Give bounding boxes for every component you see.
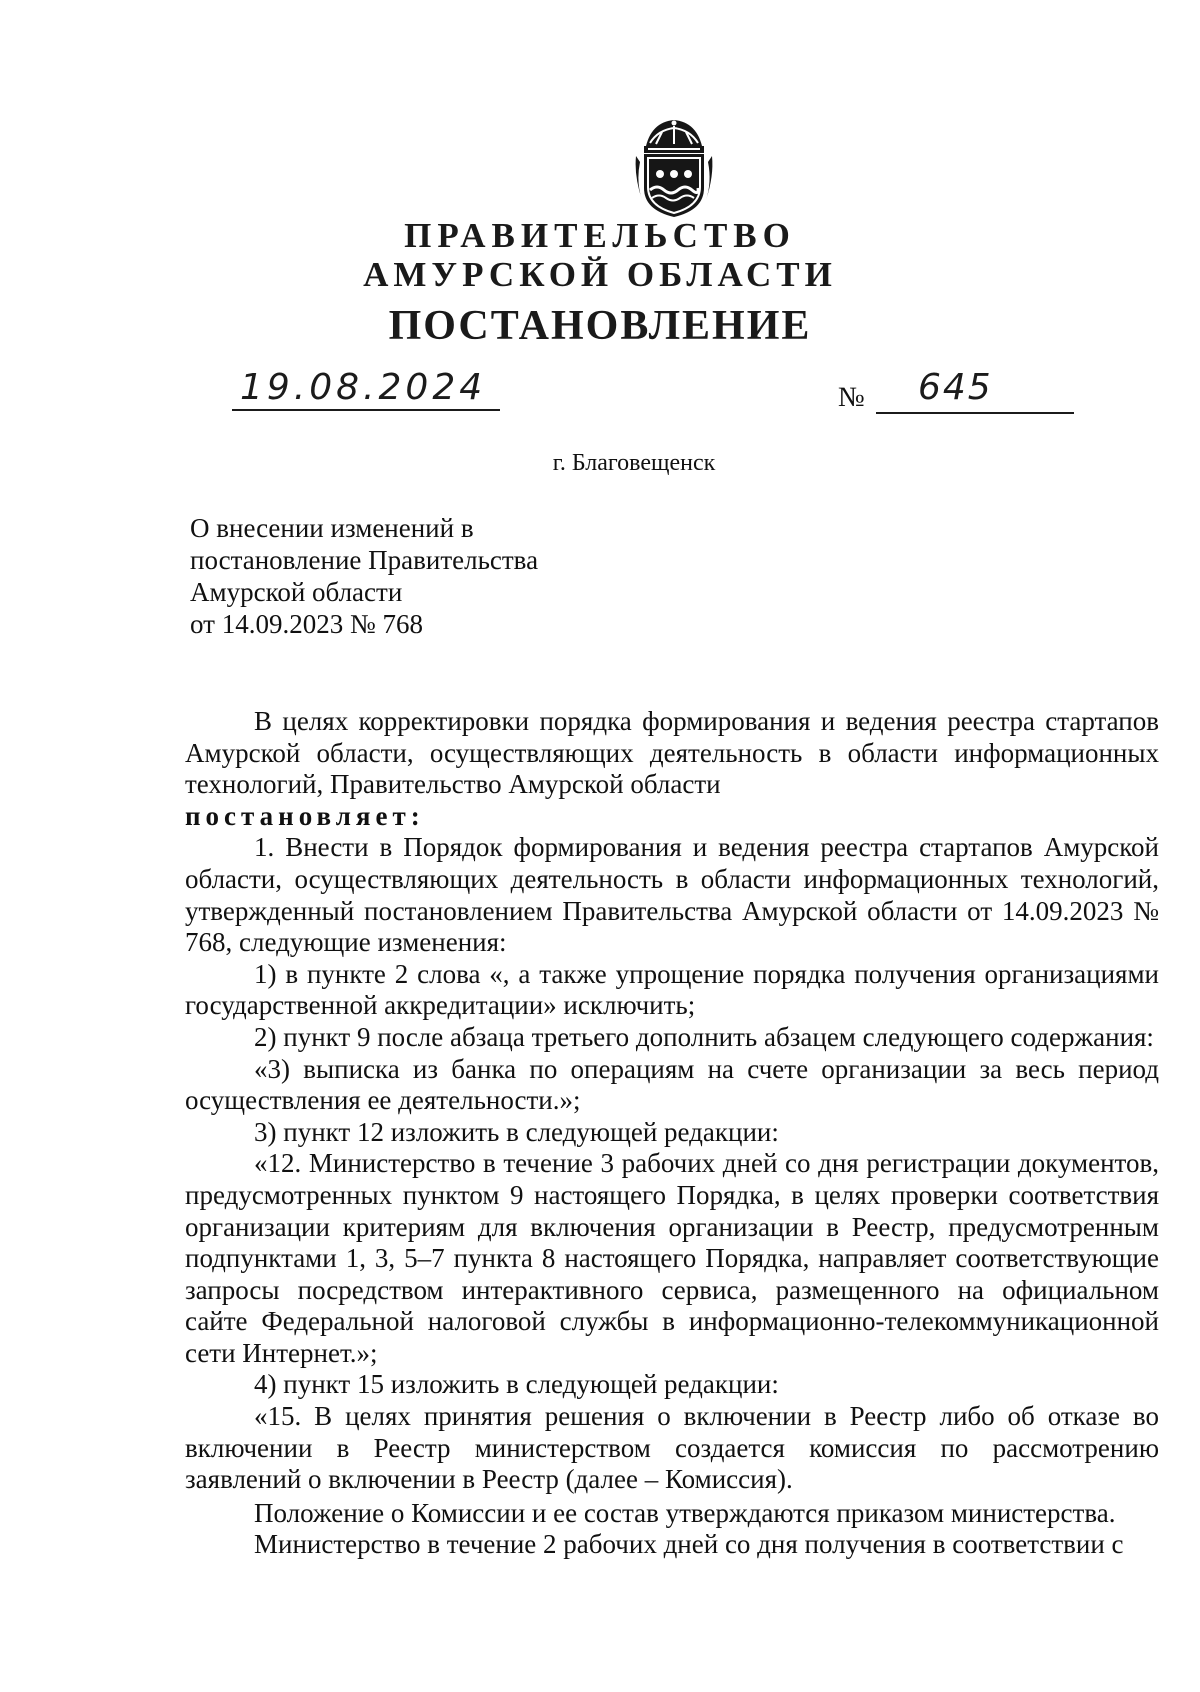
subject-line: О внесении изменений в: [190, 513, 474, 543]
subitem-4-paragraph: 4) пункт 15 изложить в следующей редакции:: [254, 1369, 779, 1400]
number-label: №: [838, 382, 865, 413]
document-body: [185, 706, 1159, 1561]
handwritten-number: 645: [918, 367, 993, 408]
subitem-4-paragraph-2: Положение о Комиссии и ее состав утверждаются приказом министерства.: [254, 1497, 1116, 1528]
org-name-line1: ПРАВИТЕЛЬСТВО: [404, 216, 796, 255]
subject-line: Амурской области: [190, 577, 403, 607]
subitem-1-paragraph: 1) в пункте 2 слова «, а также упрощение порядка получения организациями государственной аккредитации» исключить;: [185, 958, 1159, 1021]
subitem-2-paragraph: 2) пункт 9 после абзаца третьего дополнить абзацем следующего содержания:: [254, 1021, 1154, 1052]
coat-of-arms-icon: [632, 116, 716, 220]
subitem-2-quote: «3) выписка из банка по операциям на счете организации за весь период осуществления ее деятельности.»;: [185, 1053, 1159, 1116]
subject-line: от 14.09.2023 № 768: [190, 609, 423, 639]
item-1-paragraph: 1. Внести в Порядок формирования и ведения реестра стартапов Амурской области, осуществляющих деятельность в области информационных технологий, утвержденный постановлением Правительства Амурской области от 14.09.2023 № 768, следующие изменения:: [185, 832, 1159, 958]
subject-line: постановление Правительства: [190, 545, 539, 575]
subitem-3-paragraph: 3) пункт 12 изложить в следующей редакции:: [254, 1116, 779, 1147]
subitem-4-paragraph-3: Министерство в течение 2 рабочих дней со дня получения в соответствии с: [254, 1529, 1124, 1560]
document-type-title: ПОСТАНОВЛЕНИЕ: [388, 303, 812, 349]
subitem-4-quote: «15. В целях принятия решения о включении в Реестр либо об отказе во включении в Реестр министерством создается комиссия по рассмотрению заявлений о включении в Реестр (далее – Комиссия).: [185, 1401, 1159, 1495]
subitem-3-quote: «12. Министерство в течение 3 рабочих дней со дня регистрации документов, предусмотренных пунктом 9 настоящего Порядка, в целях проверки соответствия организации критериям для включения организации в Реестр, предусмотренным подпунктами 1, 3, 5–7 пункта 8 настоящего Порядка, направляет соответствующие запросы посредством интерактивного сервиса, размещенного на официальном сайте Федеральной налоговой службы в информационно-телекоммуникационной сети Интернет.»;: [185, 1148, 1159, 1368]
city-name: г. Благовещенск: [552, 450, 716, 476]
document-subject: [190, 512, 538, 640]
preamble-paragraph: В целях корректировки порядка формирования и ведения реестра стартапов Амурской области, осуществляющих деятельность в области информационных технологий, Правительство Амурской области: [185, 706, 1159, 800]
number-underline: [876, 412, 1074, 414]
org-name-line2: АМУРСКОЙ ОБЛАСТИ: [363, 255, 837, 294]
resolves-heading: постановляет:: [185, 800, 425, 831]
date-underline: [232, 409, 500, 411]
handwritten-date: 19.08.2024: [240, 367, 487, 408]
